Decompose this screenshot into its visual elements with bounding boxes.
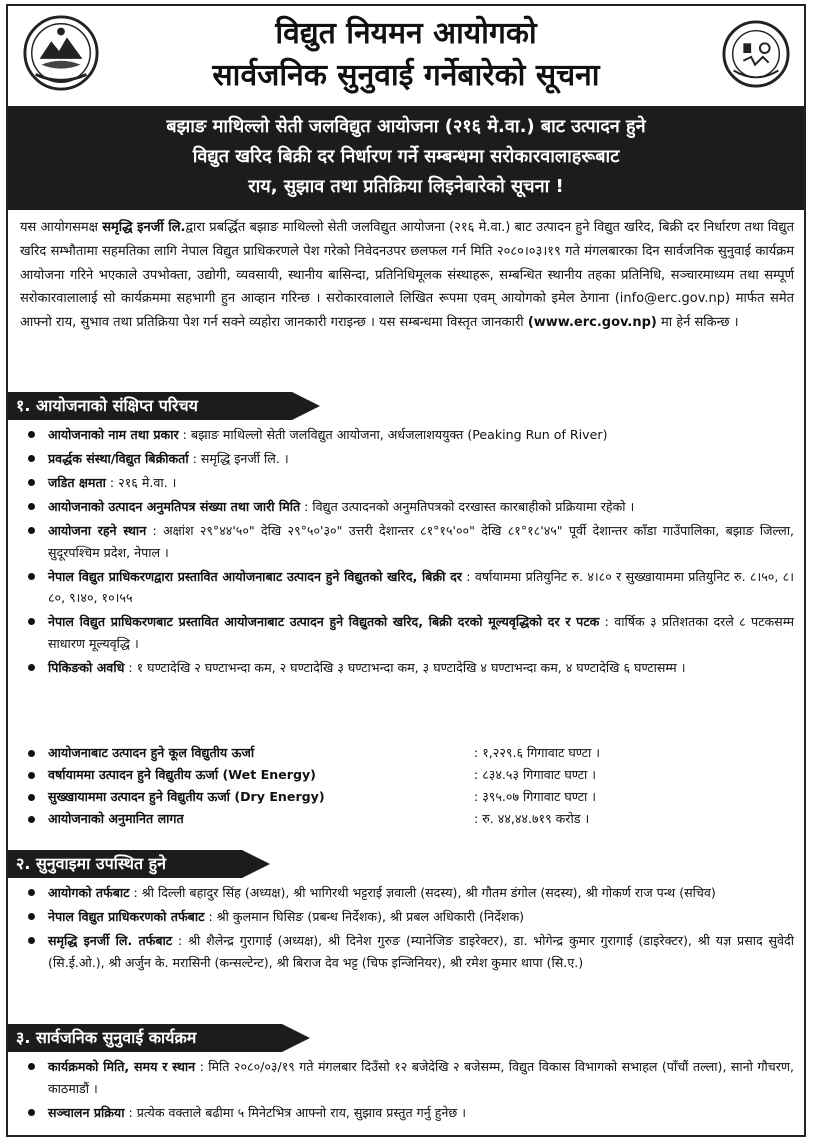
section1-list — [22, 424, 794, 681]
bullet-icon — [28, 455, 35, 462]
section3-heading: ३. सार्वजनिक सुनुवाई कार्यक्रम — [8, 1024, 282, 1052]
energy-table — [22, 742, 794, 830]
energy-value: : ३९५.०७ गिगावाट घण्टा । — [474, 789, 596, 804]
notice-title-line2: सार्वजनिक सुनुवाई गर्नेबारेको सूचना — [212, 58, 600, 93]
item-text: : समृद्धि इनर्जी लि. । — [188, 451, 289, 466]
bullet-icon — [28, 816, 35, 823]
section2-heading: २. सुनुवाइमा उपस्थित हुने — [8, 850, 242, 878]
item-label: आयोजना रहने स्थान — [48, 523, 147, 538]
list-item — [22, 448, 794, 470]
banner-line3: राय, सुझाव तथा प्रतिक्रिया लिइनेबारेको सूचना ! — [248, 176, 564, 197]
list-item — [22, 930, 794, 973]
bullet-icon — [28, 913, 35, 920]
item-label: समृद्धि इनर्जी लि. तर्फबाट — [48, 933, 173, 948]
list-item — [22, 472, 794, 494]
item-label: नेपाल विद्युत प्राधिकरणबाट प्रस्तावित आयोजनाबाट उत्पादन हुने विद्युतको खरिद, बिक्री दरको मूल्यवृद्धिको दर र पटक — [48, 614, 600, 629]
bullet-icon — [28, 937, 35, 944]
item-text: : २१६ मे.वा. । — [105, 475, 177, 490]
item-label: नेपाल विद्युत प्राधिकरणको तर्फबाट — [48, 909, 205, 924]
bullet-icon — [28, 1109, 35, 1116]
erc-logo-icon — [722, 20, 790, 88]
item-label: आयोजनाको उत्पादन अनुमतिपत्र संख्या तथा जारी मिति — [48, 499, 301, 514]
item-label: आयोजनाको नाम तथा प्रकार — [48, 427, 179, 442]
list-item — [22, 520, 794, 563]
energy-label: वर्षायाममा उत्पादन हुने विद्युतीय ऊर्जा (Wet Energy) — [48, 767, 316, 782]
section3-list — [22, 1056, 794, 1126]
bullet-icon — [28, 527, 35, 534]
item-label: नेपाल विद्युत प्राधिकरणद्वारा प्रस्तावित आयोजनाबाट उत्पादन हुने विद्युतको खरिद, बिक्री दर — [48, 568, 462, 584]
bullet-icon — [28, 1063, 35, 1070]
bullet-icon — [28, 573, 35, 580]
banner-line2: विद्युत खरिद बिक्री दर निर्धारण गर्ने सम्बन्धमा सरोकारवालाहरूबाट — [192, 146, 620, 167]
bullet-icon — [28, 503, 35, 510]
item-text: : मिति २०८०/०३/१९ गते मंगलबार दिउँसो १२ बजेदेखि २ बजेसम्म, विद्युत विकास विभागको सभाहल (पाँचौं तल्ला), सानो गौचरण, काठमाडौं । — [48, 1059, 794, 1096]
energy-row — [22, 808, 794, 830]
notice-title-line1: विद्युत नियमन आयोगको — [275, 16, 537, 51]
item-label: जडित क्षमता — [48, 475, 106, 490]
section1-heading: १. आयोजनाको संक्षिप्त परिचय — [8, 392, 292, 420]
nepal-emblem-icon — [22, 14, 100, 92]
item-text: : वार्षिक ३ प्रतिशतका दरले ८ पटकसम्म साधारण मूल्यवृद्धि । — [48, 614, 794, 651]
bullet-icon — [28, 750, 35, 757]
bullet-icon — [28, 618, 35, 625]
list-item — [22, 882, 794, 904]
energy-value: : रु. ४४,४४.७१९ करोड । — [474, 811, 590, 826]
list-item — [22, 657, 794, 679]
item-text: : विद्युत उत्पादनको अनुमतिपत्रको दरखास्त कारबाहीको प्रक्रियामा रहेको । — [300, 499, 635, 514]
intro-text-4: मा हेर्न सकिन्छ । — [656, 315, 739, 331]
item-text: : वर्षायाममा प्रतियुनिट रु. ४।८० र सुख्खायाममा प्रतियुनिट रु. ८।५०, ८।८०, ९।४०, १०।५५ — [48, 568, 795, 605]
intro-text-2: द्वारा प्रबर्द्धित बझाङ माथिल्लो सेती जलविद्युत आयोजना (२१६ मे.वा.) बाट उत्पादन हुने विद्युत खरिद, बिक्री दर निर्धारण तथा विद्युत खरिद सम्भौतामा सहमतिका लागि नेपाल विद्युत प्राधिकरणले पेश गरेको निवेदनउपर छलफल गर्न मिति २०८०।०३।१९ गते मंगलबारका दिन सार्वजनिक सुनुवाई कार्यक्रम आयोजना गरिने भएकाले उपभोक्ता, उद्योगी, व्यवसायी, स्थानीय बासिन्दा, प्रतिनिधिमूलक संस्थाहरू, सम्बन्धित स्थानीय तहका प्रतिनिधि, सञ्चारमाध्यम तथा सम्पूर्ण सरोकारवालालाई सो कार्यक्रममा सहभागी हुन आव्हान गरिन्छ । सरोकारवालाले लिखित रूपमा एवम् आयोगको इमेल ठेगाना — [20, 220, 794, 307]
notice-page — [6, 4, 806, 1137]
list-item — [22, 906, 794, 928]
intro-website-link[interactable]: (www.erc.gov.np) — [527, 315, 657, 331]
energy-row — [22, 786, 794, 808]
item-text: : श्री कुलमान घिसिङ (प्रबन्ध निर्देशक), श्री प्रबल अधिकारी (निर्देशक) — [204, 909, 525, 924]
bullet-icon — [28, 772, 35, 779]
item-text: : बझाङ माथिल्लो सेती जलविद्युत आयोजना, अर्धजलाशययुक्त (Peaking Run of River) — [178, 427, 608, 442]
notice-header — [8, 6, 804, 106]
item-text: : १ घण्टादेखि २ घण्टाभन्दा कम, २ घण्टादेखि ३ घण्टाभन्दा कम, ३ घण्टादेखि ४ घण्टाभन्दा कम, ४ घण्टादेखि ६ घण्टासम्म । — [124, 659, 686, 675]
intro-email-link[interactable]: (info@erc.gov.np) — [614, 291, 731, 307]
subject-banner — [8, 106, 804, 210]
bullet-icon — [28, 794, 35, 801]
item-label: पिकिङको अवधि — [48, 659, 125, 675]
energy-label: आयोजनाबाट उत्पादन हुने कूल विद्युतीय ऊर्जा — [48, 745, 255, 760]
bullet-icon — [28, 664, 35, 671]
energy-value: : १,२२९.६ गिगावाट घण्टा । — [474, 745, 600, 760]
energy-label: सुख्खायाममा उत्पादन हुने विद्युतीय ऊर्जा (Dry Energy) — [48, 789, 325, 804]
list-item — [22, 611, 794, 654]
intro-text-1: यस आयोगसमक्ष — [20, 220, 103, 235]
bullet-icon — [28, 889, 35, 896]
bullet-icon — [28, 479, 35, 486]
item-label: कार्यक्रमको मिति, समय र स्थान — [48, 1059, 196, 1074]
intro-company-name: समृद्धि इनर्जी लि. — [102, 220, 186, 235]
bullet-icon — [28, 431, 35, 438]
list-item — [22, 1056, 794, 1099]
item-label: आयोगको तर्फबाट — [48, 885, 130, 900]
energy-value: : ८३४.५३ गिगावाट घण्टा । — [474, 767, 596, 782]
section2-list — [22, 882, 794, 976]
intro-text-3: मार्फत समेत आफ्नो राय, सुभाव तथा प्रतिक्रिया पेश गर्न सक्ने व्यहोरा जानकारी गराइन्छ । यस सम्बन्धमा विस्तृत जानकारी — [20, 291, 795, 331]
energy-label: आयोजनाको अनुमानित लागत — [48, 811, 184, 826]
energy-row — [22, 764, 794, 786]
item-label: सञ्चालन प्रक्रिया — [48, 1104, 125, 1120]
item-label: प्रवर्द्धक संस्था/विद्युत बिक्रीकर्ता — [48, 451, 189, 466]
list-item — [22, 496, 794, 518]
energy-row — [22, 742, 794, 764]
item-text: : श्री दिल्ली बहादुर सिंह (अध्यक्ष), श्री भागिरथी भट्टराई ज्ञवाली (सदस्य), श्री गौतम डंगोल (सदस्य), श्री गोकर्ण राज पन्थ (सचिव) — [129, 885, 716, 900]
intro-paragraph — [20, 216, 794, 335]
list-item — [22, 1102, 794, 1124]
item-text: : अक्षांश २९°४४'५०" देखि २९°५०'३०" उत्तरी देशान्तर ८१°१५'००" देखि ८१°१८'४५" पूर्वी देशान्तर काँडा गाउँपालिका, बझाङ जिल्ला, सुदूरपश्चिम प्रदेश, नेपाल । — [48, 523, 794, 560]
banner-line1: बझाङ माथिल्लो सेती जलविद्युत आयोजना (२१६ मे.वा.) बाट उत्पादन हुने — [166, 116, 646, 137]
list-item — [22, 566, 794, 609]
list-item — [22, 424, 794, 446]
item-text: : प्रत्येक वक्ताले बढीमा ५ मिनेटभित्र आफ्नो राय, सुझाव प्रस्तुत गर्नु हुनेछ । — [124, 1104, 467, 1120]
item-text: : श्री शैलेन्द्र गुरागाई (अध्यक्ष), श्री दिनेश गुरुङ (म्यानेजिङ डाइरेक्टर), डा. भोगेन्द्र कुमार गुरागाई (डाइरेक्टर), श्री यज्ञ प्रसाद सुवेदी (सि.ई.ओ.), श्री अर्जुन के. मरासिनी (कन्सल्टेन्ट), श्री बिराज देव भट्ट (चिफ इन्जिनियर), श्री रमेश कुमार थापा (सि.ए.) — [48, 933, 795, 970]
